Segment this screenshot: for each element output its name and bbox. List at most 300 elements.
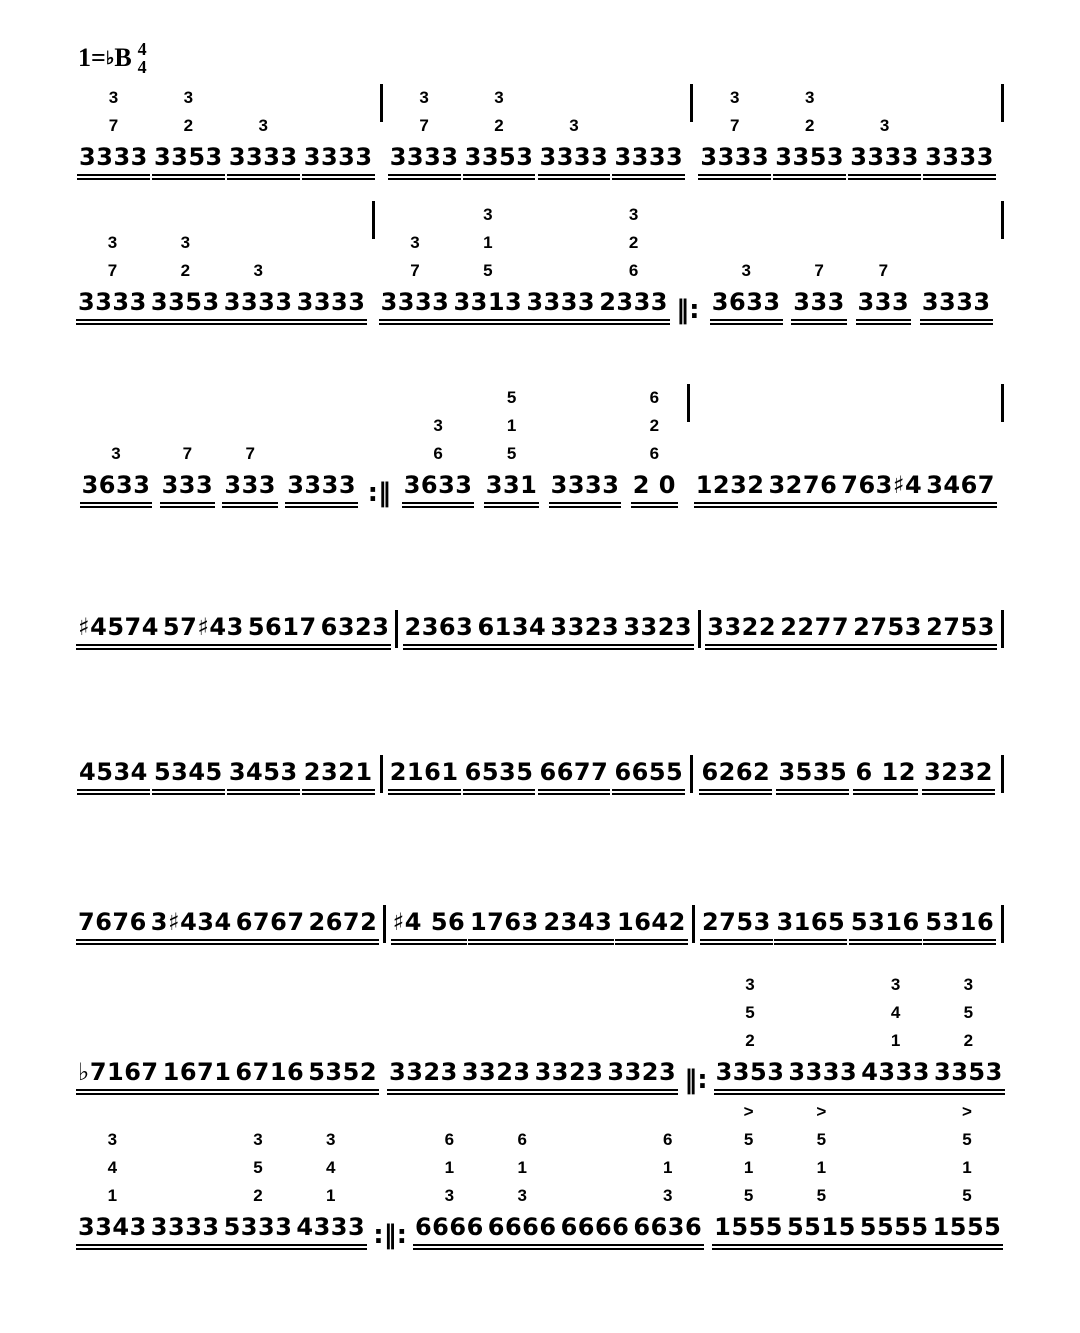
beam-line	[294, 1248, 367, 1250]
beam-line	[222, 1248, 295, 1250]
beam-line	[791, 319, 847, 321]
note-group	[559, 1210, 632, 1250]
beam-line	[923, 174, 996, 176]
note-sequence: 4534	[79, 758, 148, 786]
note-group	[152, 755, 225, 795]
note-sequence: 6666	[560, 1213, 630, 1241]
system-row	[76, 905, 1008, 945]
beam-line	[149, 939, 234, 941]
chord-stack	[410, 229, 419, 285]
note-group	[853, 755, 917, 795]
beam-line	[785, 1248, 858, 1250]
repeat-sign: :‖:	[373, 1220, 407, 1250]
beam-line	[778, 644, 851, 646]
score-system	[76, 745, 1008, 795]
bar-line	[1001, 384, 1004, 422]
note-group	[548, 610, 621, 650]
chord-note: 3	[111, 444, 121, 463]
note-group	[778, 610, 851, 650]
beam-line	[922, 789, 995, 791]
note-group	[77, 84, 150, 180]
note-group	[294, 1126, 367, 1250]
bar-line	[1001, 755, 1004, 793]
score-system	[76, 895, 1008, 945]
beam-line	[785, 1244, 858, 1246]
note-group	[856, 257, 912, 325]
chord-note: 2	[628, 233, 639, 252]
beam-line	[924, 644, 997, 646]
chord-note: 3	[663, 1186, 673, 1205]
key-signature	[78, 40, 147, 76]
beam-line	[149, 1244, 222, 1246]
note-group	[785, 1098, 858, 1250]
chord-stack	[183, 440, 192, 468]
bar-line	[383, 905, 386, 943]
bar-line	[1001, 84, 1004, 122]
note-sequence: 333	[857, 288, 910, 316]
beam-line	[413, 1244, 486, 1246]
chord-note: 3	[879, 116, 890, 135]
chord-note: 2	[180, 261, 191, 280]
chord-note: 3	[107, 1130, 118, 1149]
beam-line	[631, 1248, 704, 1250]
note-sequence: 6323	[320, 613, 390, 641]
note-group	[227, 755, 300, 795]
note-sequence: 763♯4	[841, 471, 923, 499]
beam-line	[631, 506, 678, 508]
measure	[76, 610, 391, 650]
note-sequence: 2277	[780, 613, 850, 641]
note-sequence: 2363	[404, 613, 474, 641]
beam-line	[306, 1093, 379, 1095]
chord-note: 6	[649, 444, 660, 463]
note-group	[541, 905, 614, 945]
beam-line	[463, 174, 536, 176]
chord-note: 1	[444, 1158, 455, 1177]
measure	[694, 468, 997, 508]
beam-line	[849, 939, 922, 941]
bar-line	[380, 84, 383, 122]
note-group	[307, 905, 380, 945]
beam-line	[152, 174, 225, 176]
beam-line	[548, 648, 621, 650]
chord-note: 4	[107, 1158, 118, 1177]
beam-line	[222, 502, 278, 504]
note-sequence: 5316	[925, 908, 995, 936]
note-group	[631, 384, 678, 508]
beam-line	[76, 319, 149, 321]
chord-note: 5	[506, 388, 517, 407]
note-group	[773, 84, 846, 180]
beam-line	[605, 1089, 678, 1091]
chord-note: 1	[890, 1031, 901, 1050]
note-group	[149, 229, 222, 325]
beam-line	[307, 943, 380, 945]
beam-line	[612, 174, 685, 176]
beam-line	[222, 1244, 295, 1246]
chord-stack	[816, 1098, 826, 1210]
measure	[714, 971, 1005, 1095]
beam-line	[705, 648, 778, 650]
note-sequence: 3323	[389, 1058, 458, 1086]
chord-note: 3	[741, 261, 751, 280]
note-group	[924, 468, 997, 508]
chord-stack	[745, 971, 754, 1055]
chord-note: 1	[743, 1158, 754, 1177]
measure	[76, 84, 376, 180]
note-sequence: 3323	[607, 1058, 677, 1086]
chord-stack	[507, 384, 516, 468]
note-sequence: ♯4574	[78, 613, 159, 641]
beam-line	[631, 1244, 704, 1246]
note-group	[549, 468, 622, 508]
beam-line	[227, 174, 300, 176]
chord-note: 1	[506, 416, 517, 435]
note-sequence: 2753	[853, 613, 922, 641]
note-sequence: 3333	[925, 143, 994, 171]
beam-line	[80, 506, 153, 508]
note-sequence: 3343	[78, 1213, 147, 1241]
beam-line	[605, 1093, 678, 1095]
beam-line	[295, 319, 368, 321]
chord-note: 3	[444, 1186, 455, 1205]
note-sequence: 3333	[921, 288, 991, 316]
beam-line	[413, 1248, 486, 1250]
beam-line	[920, 319, 993, 321]
note-sequence: 3353	[150, 288, 220, 316]
repeat-sign: :‖	[367, 478, 392, 508]
note-group	[161, 1055, 234, 1095]
chord-stack	[744, 1098, 754, 1210]
note-sequence: 5345	[153, 758, 223, 786]
chord-note: 3	[410, 233, 420, 252]
chord-note: 4	[326, 1158, 336, 1177]
note-group	[698, 84, 771, 180]
chord-note: 7	[410, 261, 420, 280]
note-sequence: 1555	[714, 1213, 783, 1241]
note-group	[152, 84, 225, 180]
beam-line	[468, 939, 541, 941]
chord-note: 3	[963, 975, 974, 994]
beam-line	[227, 793, 300, 795]
beam-line	[285, 506, 358, 508]
beam-line	[391, 939, 468, 941]
chord-note: 5	[816, 1130, 827, 1149]
note-group	[699, 755, 772, 795]
beam-line	[76, 1089, 161, 1091]
beam-line	[597, 323, 670, 325]
chord-stack	[419, 84, 428, 140]
chord-note: 4	[890, 1003, 901, 1022]
note-group	[222, 1126, 295, 1250]
beam-line	[475, 648, 548, 650]
beam-line	[631, 502, 678, 504]
chord-stack	[517, 1126, 526, 1210]
note-group	[849, 905, 922, 945]
beam-line	[712, 1248, 785, 1250]
note-group	[839, 468, 924, 508]
beam-line	[295, 323, 368, 325]
beam-line	[924, 502, 997, 504]
beam-line	[524, 323, 597, 325]
beam-line	[700, 943, 773, 945]
measure	[379, 201, 671, 325]
note-sequence: 3467	[926, 471, 995, 499]
beam-line	[858, 1244, 931, 1246]
chord-note: 2	[804, 116, 815, 135]
measure	[397, 384, 683, 508]
chord-note: 3	[745, 975, 755, 994]
measure	[699, 905, 997, 945]
measure	[387, 84, 687, 180]
note-sequence: 3633	[403, 471, 473, 499]
note-sequence: 2161	[389, 758, 459, 786]
note-group	[538, 112, 611, 180]
chord-note: 3	[107, 233, 118, 252]
score-system	[76, 1102, 1008, 1250]
measure	[705, 610, 997, 650]
chord-note: 3	[180, 233, 191, 252]
note-group	[451, 201, 524, 325]
note-group	[612, 755, 685, 795]
note-group	[306, 1055, 379, 1095]
chord-note: 3	[569, 116, 579, 135]
measure	[387, 755, 687, 795]
beam-line	[699, 793, 772, 795]
note-group	[924, 610, 997, 650]
score-system	[76, 388, 1008, 508]
beam-line	[538, 789, 611, 791]
note-sequence: 3276	[768, 471, 838, 499]
note-group	[222, 257, 295, 325]
chord-stack	[433, 412, 442, 468]
chord-stack	[663, 1126, 672, 1210]
note-sequence: 333	[793, 288, 845, 316]
measure	[697, 84, 997, 180]
note-group	[460, 1055, 533, 1095]
note-sequence: 6716	[235, 1058, 305, 1086]
note-group	[776, 755, 849, 795]
beam-line	[920, 323, 993, 325]
note-sequence: 1642	[617, 908, 686, 936]
chord-stack	[184, 84, 193, 140]
note-group	[233, 1055, 306, 1095]
note-sequence: ♯4 56	[392, 908, 466, 936]
beam-line	[766, 506, 839, 508]
chord-note: 5	[816, 1186, 827, 1205]
bar-line	[692, 905, 695, 943]
system-row	[76, 755, 1008, 795]
measure	[390, 905, 688, 945]
beam-line	[766, 502, 839, 504]
beam-line	[222, 506, 278, 508]
time-signature	[138, 40, 147, 76]
note-group	[859, 971, 932, 1095]
chord-note: 7	[107, 261, 118, 280]
note-sequence: 3333	[79, 143, 148, 171]
beam-line	[388, 174, 461, 176]
beam-line	[773, 178, 846, 180]
note-group	[227, 112, 300, 180]
note-group	[484, 384, 540, 508]
beam-line	[710, 323, 783, 325]
note-group	[468, 905, 541, 945]
chord-note: 3	[890, 975, 901, 994]
note-sequence: 3333	[788, 1058, 858, 1086]
beam-line	[776, 793, 849, 795]
measure	[76, 755, 376, 795]
beam-line	[285, 502, 358, 504]
chord-stack	[569, 112, 578, 140]
chord-stack	[629, 201, 638, 285]
chord-stack	[814, 257, 823, 285]
beam-line	[391, 943, 468, 945]
note-sequence: 4333	[861, 1058, 930, 1086]
beam-line	[541, 943, 614, 945]
note-group	[631, 1126, 704, 1250]
note-group	[149, 1210, 222, 1250]
beam-line	[621, 644, 694, 646]
score-system	[76, 975, 1008, 1095]
beam-line	[848, 174, 921, 176]
beam-line	[319, 648, 392, 650]
note-group	[486, 1126, 559, 1250]
beam-line	[302, 793, 375, 795]
beam-line	[302, 174, 375, 176]
note-sequence: 7676	[78, 908, 147, 936]
measure	[712, 1098, 1003, 1250]
note-sequence: 4333	[296, 1213, 366, 1241]
beam-line	[549, 502, 622, 504]
note-sequence: 1555	[932, 1213, 1002, 1241]
beam-line	[538, 178, 611, 180]
time-bottom: 4	[137, 57, 147, 77]
beam-line	[774, 943, 847, 945]
chord-stack	[880, 112, 889, 140]
note-sequence: 5333	[223, 1213, 293, 1241]
score-system	[76, 600, 1008, 650]
chord-note: 7	[730, 116, 740, 135]
chord-note: 3	[483, 205, 493, 224]
beam-line	[559, 1244, 632, 1246]
chord-note: 3	[433, 416, 443, 435]
chord-stack	[259, 112, 268, 140]
beam-line	[615, 939, 688, 941]
beam-line	[710, 319, 783, 321]
bar-line	[395, 610, 398, 648]
note-group	[710, 257, 783, 325]
note-group	[413, 1126, 486, 1250]
beam-line	[233, 1093, 306, 1095]
chord-note: 2	[649, 416, 660, 435]
beam-line	[294, 1244, 367, 1246]
beam-line	[388, 793, 461, 795]
note-sequence: 3333	[380, 288, 450, 316]
beam-line	[839, 506, 924, 508]
chord-note: 6	[663, 1130, 673, 1149]
beam-line	[597, 319, 670, 321]
measure	[76, 229, 368, 325]
note-sequence: 3453	[228, 758, 298, 786]
beam-line	[486, 1244, 559, 1246]
beam-line	[924, 506, 997, 508]
note-sequence: 3353	[153, 143, 223, 171]
chord-note: 3	[419, 88, 429, 107]
chord-note: 5	[745, 1003, 755, 1022]
beam-line	[612, 178, 685, 180]
beam-line	[699, 789, 772, 791]
chord-note: 6	[444, 1130, 455, 1149]
chord-note: 3	[730, 88, 740, 107]
chord-stack	[108, 1126, 117, 1210]
chord-note: 1	[107, 1186, 118, 1205]
note-sequence: 3333	[150, 1213, 220, 1241]
chord-note: 6	[433, 444, 443, 463]
beam-line	[714, 1089, 787, 1091]
note-group	[387, 1055, 460, 1095]
note-group	[76, 229, 149, 325]
flat-sign: ♭	[105, 47, 115, 68]
chord-stack	[891, 971, 900, 1055]
note-sequence: 3333	[228, 143, 298, 171]
beam-line	[161, 1093, 234, 1095]
note-group	[538, 755, 611, 795]
note-sequence: 1763	[469, 908, 539, 936]
beam-line	[776, 789, 849, 791]
note-sequence: 6636	[633, 1213, 703, 1241]
beam-line	[848, 178, 921, 180]
note-sequence: 333	[224, 471, 277, 499]
note-group	[705, 610, 778, 650]
beam-line	[77, 178, 150, 180]
measure	[413, 1126, 704, 1250]
note-group	[932, 971, 1005, 1095]
note-sequence: 3323	[550, 613, 620, 641]
beam-line	[851, 648, 924, 650]
note-group	[766, 468, 839, 508]
beam-line	[791, 323, 847, 325]
chord-stack	[730, 84, 739, 140]
chord-stack	[326, 1126, 335, 1210]
beam-line	[621, 648, 694, 650]
beam-line	[839, 502, 924, 504]
note-sequence: 3333	[296, 288, 366, 316]
chord-stack	[741, 257, 750, 285]
bar-line	[1001, 905, 1004, 943]
beam-line	[931, 1244, 1004, 1246]
beam-line	[484, 502, 540, 504]
note-group	[848, 112, 921, 180]
beam-line	[698, 178, 771, 180]
beam-line	[160, 502, 216, 504]
beam-line	[152, 178, 225, 180]
beam-line	[246, 648, 319, 650]
note-sequence: 3333	[850, 143, 919, 171]
beam-line	[222, 319, 295, 321]
chord-note: 2	[494, 116, 504, 135]
beam-line	[160, 506, 216, 508]
note-sequence: 3333	[550, 471, 620, 499]
note-sequence: 6677	[539, 758, 609, 786]
beam-line	[302, 789, 375, 791]
note-group	[295, 285, 368, 325]
measure	[402, 610, 694, 650]
bar-line	[687, 384, 690, 422]
beam-line	[694, 506, 767, 508]
beam-line	[234, 943, 307, 945]
beam-line	[612, 793, 685, 795]
note-group	[524, 285, 597, 325]
